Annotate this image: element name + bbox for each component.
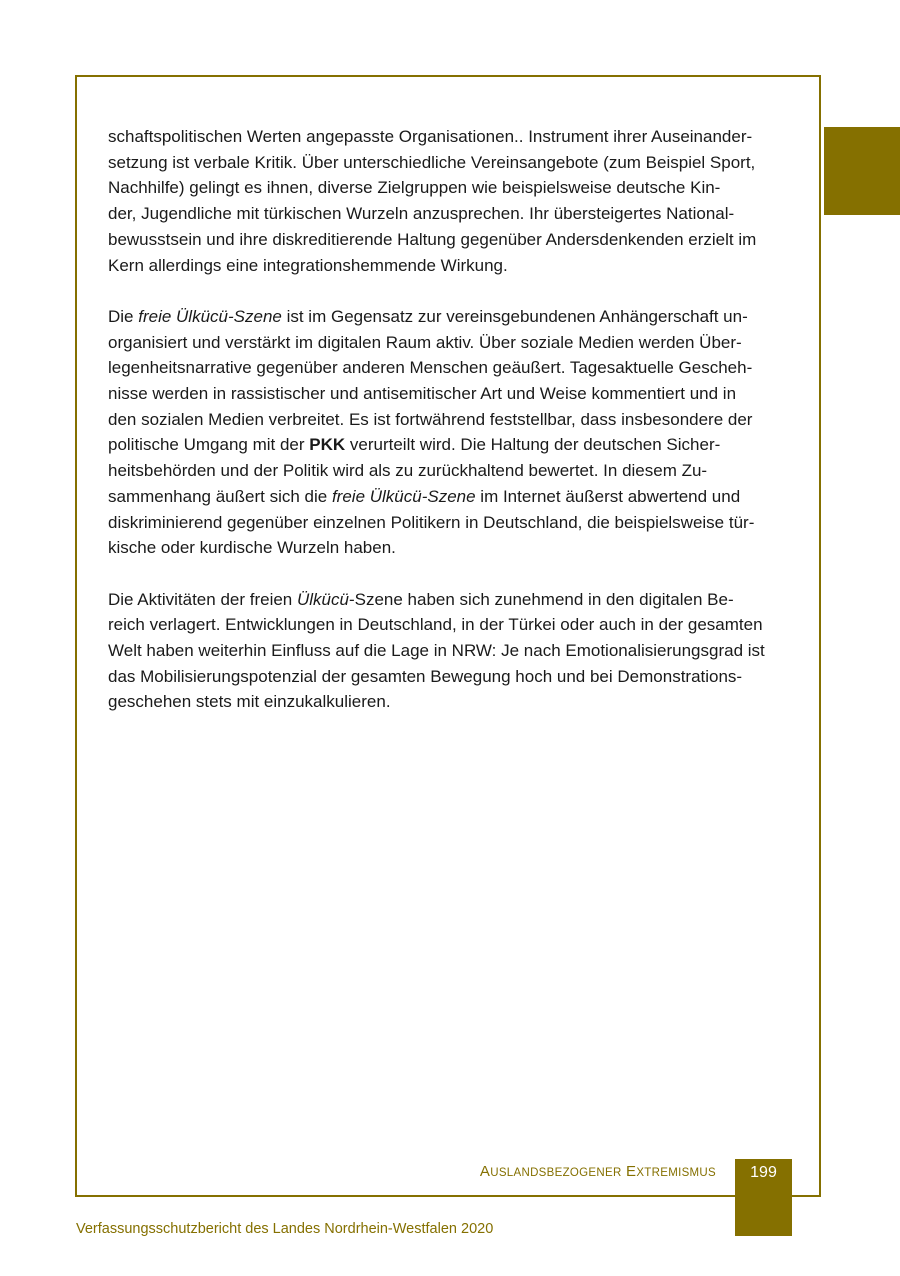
text-line: bewusstsein und ihre diskreditierende Haltung gegenüber Andersdenkenden erzielt im: [108, 229, 757, 249]
running-head: AUSLANDSBEZOGENER EXTREMISMUS: [479, 1163, 716, 1180]
text-line: Nachhilfe) gelingt es ihnen, diverse Zielgruppen wie beispielsweise deutsche Kin-: [108, 178, 721, 198]
text-line: nisse werden in rassistischer und antisemitischer Art und Weise kommentiert und in: [108, 384, 737, 404]
text-line: geschehen stets mit einzukalkulieren.: [108, 692, 391, 712]
chapter-tab-marker: [824, 127, 900, 215]
text-line: setzung ist verbale Kritik. Über unterschiedliche Vereinsangebote (zum Beispiel Sport,: [108, 152, 756, 172]
text-line: legenheitsnarrative gegenüber anderen Menschen geäußert. Tagesaktuelle Gescheh-: [108, 358, 753, 378]
body-text: [108, 124, 794, 715]
text-line: Die Aktivitäten der freien Ülkücü-Szene haben sich zunehmend in den digitalen Be-: [108, 589, 734, 609]
emphasis-term: freie Ülkücü-Szene: [138, 306, 282, 326]
text-line: Welt haben weiterhin Einfluss auf die Lage in NRW: Je nach Emotionalisierungsgrad ist: [108, 641, 765, 661]
text-line: organisiert und verstärkt im digitalen Raum aktiv. Über soziale Medien werden Über-: [108, 332, 742, 352]
emphasis-term: freie Ülkücü-Szene: [331, 486, 476, 506]
emphasis-term: Ülkücü: [296, 589, 349, 609]
page-number: 199: [750, 1164, 777, 1181]
text-line: Kern allerdings eine integrationshemmende Wirkung.: [108, 255, 508, 275]
text-line: sammenhang äußert sich die freie Ülkücü-Szene im Internet äußerst abwertend und: [108, 486, 741, 506]
text-line: der, Jugendliche mit türkischen Wurzeln anzusprechen. Ihr übersteigertes National-: [108, 204, 735, 224]
text-line: diskriminierend gegenüber einzelnen Politikern in Deutschland, die beispielsweise tür-: [108, 512, 755, 532]
text-line: reich verlagert. Entwicklungen in Deutschland, in der Türkei oder auch in der gesamten: [108, 615, 763, 635]
text-line: heitsbehörden und der Politik wird als zu zurückhaltend bewertet. In diesem Zu-: [108, 461, 708, 481]
text-line: schaftspolitischen Werten angepasste Organisationen.. Instrument ihrer Auseinander-: [108, 127, 753, 146]
text-line: Die freie Ülkücü-Szene ist im Gegensatz zur vereinsgebundenen Anhängerschaft un-: [108, 306, 748, 326]
text-line: den sozialen Medien verbreitet. Es ist fortwährend feststellbar, dass insbesondere der: [108, 409, 753, 429]
text-line: das Mobilisierungspotenzial der gesamten Bewegung hoch und bei Demonstrations-: [108, 666, 743, 686]
footer-publication-title: Verfassungsschutzbericht des Landes Nordrhein-Westfalen 2020: [76, 1221, 494, 1237]
text-line: kische oder kurdische Wurzeln haben.: [108, 538, 396, 558]
text-line: politische Umgang mit der PKK verurteilt wird. Die Haltung der deutschen Sicher-: [108, 435, 721, 455]
bold-term: PKK: [309, 435, 346, 455]
